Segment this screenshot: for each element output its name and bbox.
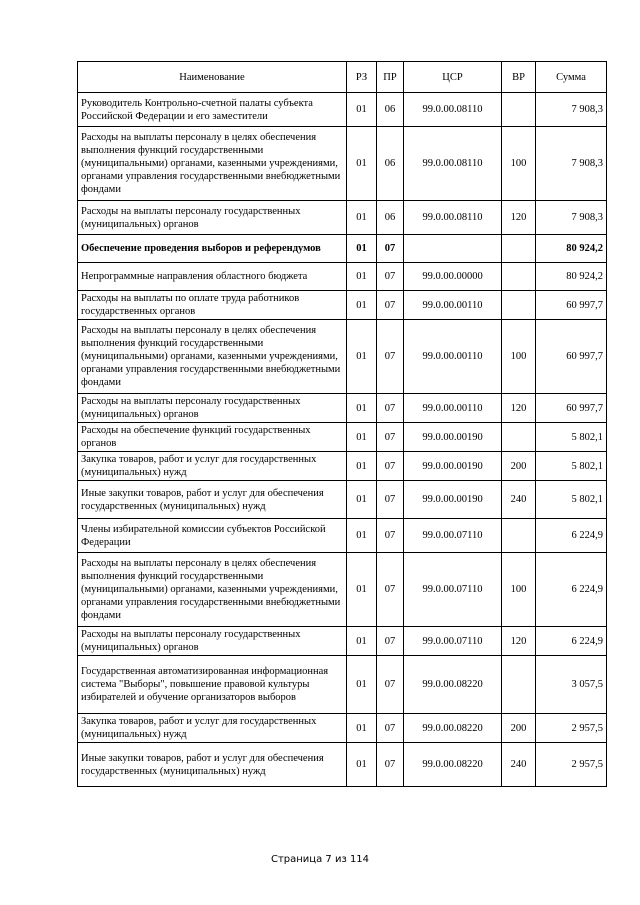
row-rz-cell: 01	[347, 553, 377, 627]
row-vr-cell	[502, 291, 536, 320]
row-pr-cell: 07	[377, 656, 404, 714]
row-pr-cell: 07	[377, 553, 404, 627]
row-csr-cell: 99.0.00.00110	[404, 291, 502, 320]
row-sum-cell: 6 224,9	[536, 627, 607, 656]
row-vr-cell	[502, 519, 536, 553]
row-name-cell: Расходы на выплаты персоналу в целях обеспечения выполнения функций государственными (муниципальными) органами, казенными учреждениями, органами управления государственными внебюджетными фондами	[78, 553, 347, 627]
table-row	[78, 743, 607, 787]
row-rz-cell: 01	[347, 627, 377, 656]
row-sum-cell: 80 924,2	[536, 263, 607, 291]
header-sum: Сумма	[536, 62, 607, 93]
row-sum-cell: 6 224,9	[536, 553, 607, 627]
row-name-cell: Расходы на выплаты персоналу государственных (муниципальных) органов	[78, 627, 347, 656]
row-pr-cell: 07	[377, 263, 404, 291]
row-vr-cell	[502, 235, 536, 263]
row-sum-cell: 7 908,3	[536, 201, 607, 235]
row-rz-cell: 01	[347, 291, 377, 320]
row-vr-cell: 240	[502, 743, 536, 787]
header-rz: РЗ	[347, 62, 377, 93]
row-pr-cell: 07	[377, 519, 404, 553]
row-pr-cell: 07	[377, 423, 404, 452]
table-row	[78, 127, 607, 201]
row-vr-cell: 200	[502, 452, 536, 481]
table-row	[78, 714, 607, 743]
row-sum-cell: 80 924,2	[536, 235, 607, 263]
row-csr-cell: 99.0.00.07110	[404, 627, 502, 656]
row-rz-cell: 01	[347, 519, 377, 553]
row-rz-cell: 01	[347, 263, 377, 291]
row-sum-cell: 7 908,3	[536, 93, 607, 127]
row-sum-cell: 60 997,7	[536, 320, 607, 394]
row-vr-cell: 240	[502, 481, 536, 519]
row-name-cell: Иные закупки товаров, работ и услуг для обеспечения государственных (муниципальных) нужд	[78, 481, 347, 519]
row-csr-cell: 99.0.00.07110	[404, 553, 502, 627]
row-rz-cell: 01	[347, 714, 377, 743]
row-csr-cell: 99.0.00.08220	[404, 743, 502, 787]
row-vr-cell	[502, 423, 536, 452]
table-row	[78, 553, 607, 627]
table-row	[78, 291, 607, 320]
row-rz-cell: 01	[347, 127, 377, 201]
row-sum-cell: 5 802,1	[536, 481, 607, 519]
row-name-cell: Закупка товаров, работ и услуг для государственных (муниципальных) нужд	[78, 452, 347, 481]
row-pr-cell: 07	[377, 291, 404, 320]
row-pr-cell: 06	[377, 127, 404, 201]
row-csr-cell: 99.0.00.08220	[404, 656, 502, 714]
row-name-cell: Государственная автоматизированная информационная система "Выборы", повышение правовой культуры избирателей и обучение организаторов выборов	[78, 656, 347, 714]
header-pr: ПР	[377, 62, 404, 93]
row-sum-cell: 6 224,9	[536, 519, 607, 553]
row-csr-cell: 99.0.00.08220	[404, 714, 502, 743]
table-row	[78, 235, 607, 263]
header-name: Наименование	[78, 62, 347, 93]
table-row	[78, 320, 607, 394]
row-rz-cell: 01	[347, 394, 377, 423]
row-vr-cell: 120	[502, 201, 536, 235]
row-name-cell: Расходы на выплаты персоналу государственных (муниципальных) органов	[78, 394, 347, 423]
row-sum-cell: 60 997,7	[536, 291, 607, 320]
row-sum-cell: 5 802,1	[536, 452, 607, 481]
header-vr: ВР	[502, 62, 536, 93]
table-row	[78, 93, 607, 127]
table-row	[78, 423, 607, 452]
table-row	[78, 201, 607, 235]
row-sum-cell: 2 957,5	[536, 714, 607, 743]
table-row	[78, 519, 607, 553]
row-csr-cell: 99.0.00.08110	[404, 93, 502, 127]
row-csr-cell: 99.0.00.00190	[404, 452, 502, 481]
table-body	[78, 93, 607, 787]
header-csr: ЦСР	[404, 62, 502, 93]
row-csr-cell: 99.0.00.08110	[404, 201, 502, 235]
row-rz-cell: 01	[347, 452, 377, 481]
row-csr-cell: 99.0.00.07110	[404, 519, 502, 553]
row-pr-cell: 07	[377, 481, 404, 519]
row-pr-cell: 06	[377, 93, 404, 127]
row-csr-cell: 99.0.00.00110	[404, 320, 502, 394]
row-rz-cell: 01	[347, 423, 377, 452]
row-sum-cell: 5 802,1	[536, 423, 607, 452]
row-csr-cell: 99.0.00.00000	[404, 263, 502, 291]
table-row	[78, 394, 607, 423]
row-pr-cell: 07	[377, 714, 404, 743]
row-vr-cell: 120	[502, 394, 536, 423]
row-rz-cell: 01	[347, 743, 377, 787]
row-csr-cell: 99.0.00.00110	[404, 394, 502, 423]
row-vr-cell	[502, 93, 536, 127]
row-csr-cell: 99.0.00.00190	[404, 423, 502, 452]
row-name-cell: Расходы на обеспечение функций государственных органов	[78, 423, 347, 452]
row-name-cell: Члены избирательной комиссии субъектов Российской Федерации	[78, 519, 347, 553]
row-pr-cell: 07	[377, 394, 404, 423]
row-rz-cell: 01	[347, 93, 377, 127]
table-row	[78, 452, 607, 481]
row-pr-cell: 07	[377, 235, 404, 263]
row-pr-cell: 07	[377, 320, 404, 394]
row-sum-cell: 3 057,5	[536, 656, 607, 714]
row-name-cell: Обеспечение проведения выборов и референдумов	[78, 235, 347, 263]
table-row	[78, 656, 607, 714]
row-sum-cell: 7 908,3	[536, 127, 607, 201]
budget-table	[77, 61, 607, 787]
row-name-cell: Закупка товаров, работ и услуг для государственных (муниципальных) нужд	[78, 714, 347, 743]
row-rz-cell: 01	[347, 235, 377, 263]
row-name-cell: Расходы на выплаты персоналу государственных (муниципальных) органов	[78, 201, 347, 235]
row-rz-cell: 01	[347, 481, 377, 519]
row-csr-cell: 99.0.00.08110	[404, 127, 502, 201]
page-number: Страница 7 из 114	[270, 854, 370, 865]
row-vr-cell: 200	[502, 714, 536, 743]
row-name-cell: Расходы на выплаты персоналу в целях обеспечения выполнения функций государственными (муниципальными) органами, казенными учреждениями, органами управления государственными внебюджетными фондами	[78, 320, 347, 394]
row-name-cell: Расходы на выплаты по оплате труда работников государственных органов	[78, 291, 347, 320]
row-name-cell: Иные закупки товаров, работ и услуг для обеспечения государственных (муниципальных) нужд	[78, 743, 347, 787]
row-name-cell: Расходы на выплаты персоналу в целях обеспечения выполнения функций государственными (муниципальными) органами, казенными учреждениями, органами управления государственными внебюджетными фондами	[78, 127, 347, 201]
row-pr-cell: 07	[377, 627, 404, 656]
row-rz-cell: 01	[347, 656, 377, 714]
row-pr-cell: 07	[377, 743, 404, 787]
table-row	[78, 481, 607, 519]
table-row	[78, 627, 607, 656]
row-vr-cell	[502, 656, 536, 714]
row-vr-cell	[502, 263, 536, 291]
row-pr-cell: 06	[377, 201, 404, 235]
row-sum-cell: 2 957,5	[536, 743, 607, 787]
row-csr-cell: 99.0.00.00190	[404, 481, 502, 519]
row-vr-cell: 100	[502, 320, 536, 394]
row-vr-cell: 100	[502, 553, 536, 627]
row-name-cell: Руководитель Контрольно-счетной палаты субъекта Российской Федерации и его заместители	[78, 93, 347, 127]
row-vr-cell: 100	[502, 127, 536, 201]
table-header-row	[78, 62, 607, 93]
row-pr-cell: 07	[377, 452, 404, 481]
row-rz-cell: 01	[347, 320, 377, 394]
row-vr-cell: 120	[502, 627, 536, 656]
row-rz-cell: 01	[347, 201, 377, 235]
row-name-cell: Непрограммные направления областного бюджета	[78, 263, 347, 291]
row-sum-cell: 60 997,7	[536, 394, 607, 423]
table-row	[78, 263, 607, 291]
row-csr-cell	[404, 235, 502, 263]
